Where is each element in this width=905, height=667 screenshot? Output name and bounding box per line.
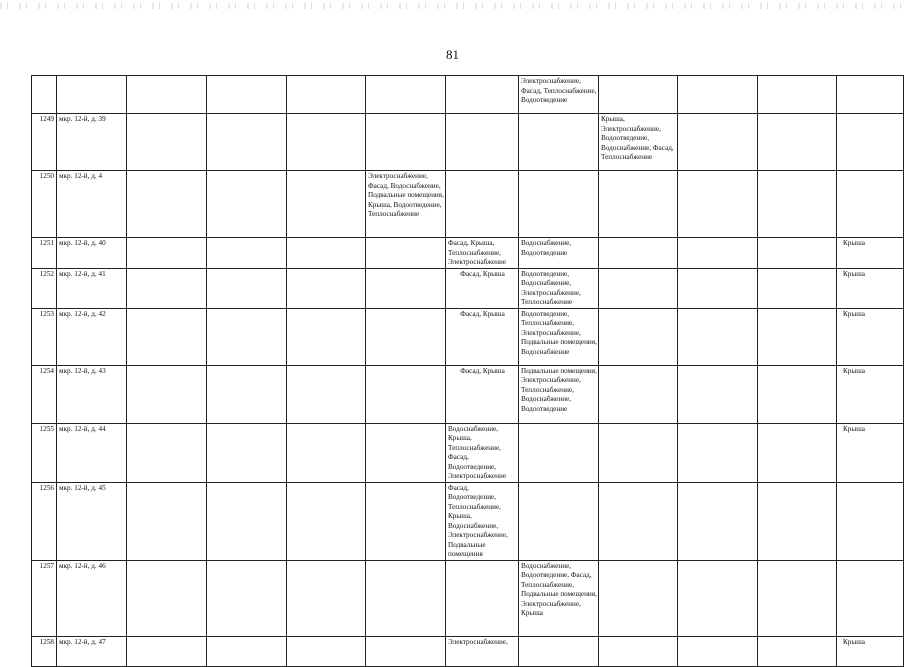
- empty-cell: [678, 114, 758, 171]
- empty-cell: [678, 308, 758, 365]
- empty-cell: [207, 76, 287, 114]
- works-cell-col9: [599, 268, 678, 308]
- row-number: [32, 76, 57, 114]
- address-cell: мкр. 12-й, д. 40: [57, 238, 127, 269]
- empty-cell: [758, 238, 837, 269]
- row-number: 1253: [32, 308, 57, 365]
- works-cell-col9: [599, 238, 678, 269]
- table-row: [32, 365, 904, 423]
- works-cell-col8: [519, 636, 599, 666]
- table-row: [32, 482, 904, 560]
- works-cell-col9: [599, 423, 678, 482]
- empty-cell: [287, 423, 366, 482]
- empty-cell: [678, 76, 758, 114]
- works-cell-col9: Крыша, Электроснабжение, Водоотведение, Водоснабжение, Фасад, Теплоснабжение: [599, 114, 678, 171]
- empty-cell: [287, 114, 366, 171]
- empty-cell: [366, 268, 446, 308]
- works-cell-col12: [837, 560, 904, 636]
- works-cell-col12: Крыша: [837, 365, 904, 423]
- works-cell-col7: [446, 171, 519, 238]
- works-cell-col12: Крыша: [837, 238, 904, 269]
- empty-cell: [287, 482, 366, 560]
- empty-cell: [207, 560, 287, 636]
- empty-cell: [366, 365, 446, 423]
- empty-cell: [758, 268, 837, 308]
- program-table: [31, 75, 904, 667]
- table-row: [32, 423, 904, 482]
- empty-cell: [207, 268, 287, 308]
- row-number: 1257: [32, 560, 57, 636]
- works-cell-col7: Фасад, Крыша: [446, 308, 519, 365]
- empty-cell: [127, 268, 207, 308]
- empty-cell: [366, 238, 446, 269]
- empty-cell: [127, 423, 207, 482]
- empty-cell: [758, 482, 837, 560]
- empty-cell: [758, 114, 837, 171]
- empty-cell: [678, 482, 758, 560]
- works-cell-col12: Крыша: [837, 423, 904, 482]
- empty-cell: [366, 308, 446, 365]
- empty-cell: [127, 482, 207, 560]
- works-cell-col8: Электроснабжение, Фасад, Теплоснабжение, Водоотведение: [519, 76, 599, 114]
- address-cell: мкр. 12-й, д. 39: [57, 114, 127, 171]
- works-cell-col8: Водоснабжение, Водоотведение: [519, 238, 599, 269]
- empty-cell: [127, 365, 207, 423]
- empty-cell: [287, 268, 366, 308]
- empty-cell: [758, 365, 837, 423]
- empty-cell: [127, 171, 207, 238]
- empty-cell: [758, 308, 837, 365]
- works-cell-col12: [837, 482, 904, 560]
- row-number: 1256: [32, 482, 57, 560]
- address-cell: мкр. 12-й, д. 43: [57, 365, 127, 423]
- works-cell-col7: Фасад, Водоотведение, Теплоснабжение, Крыша, Водоснабжение, Электроснабжение, Подвальные помещения: [446, 482, 519, 560]
- empty-cell: [207, 238, 287, 269]
- empty-cell: [287, 308, 366, 365]
- empty-cell: [207, 636, 287, 666]
- empty-cell: [678, 636, 758, 666]
- row-number: 1250: [32, 171, 57, 238]
- empty-cell: [366, 114, 446, 171]
- table-row: [32, 560, 904, 636]
- address-cell: мкр. 12-й, д. 42: [57, 308, 127, 365]
- address-cell: мкр. 12-й, д. 4: [57, 171, 127, 238]
- empty-cell: [758, 560, 837, 636]
- works-cell-col7: Фасад, Крыша, Теплоснабжение, Электроснабжение: [446, 238, 519, 269]
- table-row: [32, 636, 904, 666]
- empty-cell: [366, 423, 446, 482]
- works-cell-col9: [599, 171, 678, 238]
- works-cell-col7: [446, 76, 519, 114]
- row-number: 1258: [32, 636, 57, 666]
- table-row: [32, 308, 904, 365]
- empty-cell: [207, 423, 287, 482]
- document-table-container: [31, 75, 903, 646]
- works-cell-col7: [446, 114, 519, 171]
- scan-artifact-strip: [0, 3, 905, 9]
- empty-cell: [207, 171, 287, 238]
- empty-cell: [207, 482, 287, 560]
- works-cell-col12: Крыша: [837, 308, 904, 365]
- works-cell-col8: Водоотведение, Теплоснабжение, Электроснабжение, Подвальные помещения, Водоснабжение: [519, 308, 599, 365]
- works-cell-col7: [446, 560, 519, 636]
- empty-cell: [287, 238, 366, 269]
- works-cell-col6: Электроснабжение, Фасад, Водоснабжение, Подвальные помещения, Крыша, Водоотведение, Теплоснабжение: [366, 171, 446, 238]
- works-cell-col7: Водоснабжение, Крыша, Теплоснабжение, Фасад, Водоотведение, Электроснабжение: [446, 423, 519, 482]
- empty-cell: [287, 365, 366, 423]
- works-cell-col12: Крыша: [837, 268, 904, 308]
- empty-cell: [127, 238, 207, 269]
- address-cell: мкр. 12-й, д. 47: [57, 636, 127, 666]
- empty-cell: [758, 423, 837, 482]
- row-number: 1254: [32, 365, 57, 423]
- works-cell-col12: Крыша: [837, 636, 904, 666]
- empty-cell: [127, 308, 207, 365]
- empty-cell: [127, 636, 207, 666]
- empty-cell: [366, 76, 446, 114]
- works-cell-col7: Фасад, Крыша: [446, 365, 519, 423]
- address-cell: мкр. 12-й, д. 41: [57, 268, 127, 308]
- empty-cell: [758, 171, 837, 238]
- works-cell-col12: [837, 171, 904, 238]
- empty-cell: [366, 636, 446, 666]
- empty-cell: [207, 114, 287, 171]
- works-cell-col8: [519, 171, 599, 238]
- empty-cell: [678, 365, 758, 423]
- works-cell-col9: [599, 308, 678, 365]
- address-cell: мкр. 12-й, д. 46: [57, 560, 127, 636]
- empty-cell: [366, 560, 446, 636]
- works-cell-col9: [599, 76, 678, 114]
- page-number: 81: [446, 47, 459, 62]
- table-row: [32, 268, 904, 308]
- empty-cell: [287, 636, 366, 666]
- empty-cell: [678, 238, 758, 269]
- table-row: [32, 238, 904, 269]
- works-cell-col8: [519, 482, 599, 560]
- works-cell-col9: [599, 365, 678, 423]
- empty-cell: [366, 482, 446, 560]
- empty-cell: [127, 114, 207, 171]
- works-cell-col9: [599, 636, 678, 666]
- empty-cell: [678, 560, 758, 636]
- empty-cell: [678, 268, 758, 308]
- address-cell: [57, 76, 127, 114]
- works-cell-col8: Водоотведение, Водоснабжение, Электроснабжение, Теплоснабжение: [519, 268, 599, 308]
- row-number: 1255: [32, 423, 57, 482]
- empty-cell: [678, 423, 758, 482]
- row-number: 1251: [32, 238, 57, 269]
- works-cell-col7: Электроснабжение,: [446, 636, 519, 666]
- empty-cell: [758, 76, 837, 114]
- table-row: [32, 171, 904, 238]
- works-cell-col12: [837, 114, 904, 171]
- works-cell-col8: Подвальные помещения, Электроснабжение, Теплоснабжение, Водоснабжение, Водоотведение: [519, 365, 599, 423]
- works-cell-col8: [519, 114, 599, 171]
- empty-cell: [287, 560, 366, 636]
- works-cell-col9: [599, 560, 678, 636]
- works-cell-col8: [519, 423, 599, 482]
- empty-cell: [758, 636, 837, 666]
- empty-cell: [127, 560, 207, 636]
- works-cell-col8: Водоснабжение, Водоотведение, Фасад, Теплоснабжение, Подвальные помещения, Электроснабжение, Крыша: [519, 560, 599, 636]
- empty-cell: [207, 308, 287, 365]
- empty-cell: [287, 76, 366, 114]
- works-cell-col12: [837, 76, 904, 114]
- table-row: [32, 114, 904, 171]
- works-cell-col7: Фасад, Крыша: [446, 268, 519, 308]
- table-row: [32, 76, 904, 114]
- empty-cell: [287, 171, 366, 238]
- row-number: 1252: [32, 268, 57, 308]
- address-cell: мкр. 12-й, д. 45: [57, 482, 127, 560]
- works-cell-col9: [599, 482, 678, 560]
- empty-cell: [678, 171, 758, 238]
- row-number: 1249: [32, 114, 57, 171]
- empty-cell: [127, 76, 207, 114]
- address-cell: мкр. 12-й, д. 44: [57, 423, 127, 482]
- empty-cell: [207, 365, 287, 423]
